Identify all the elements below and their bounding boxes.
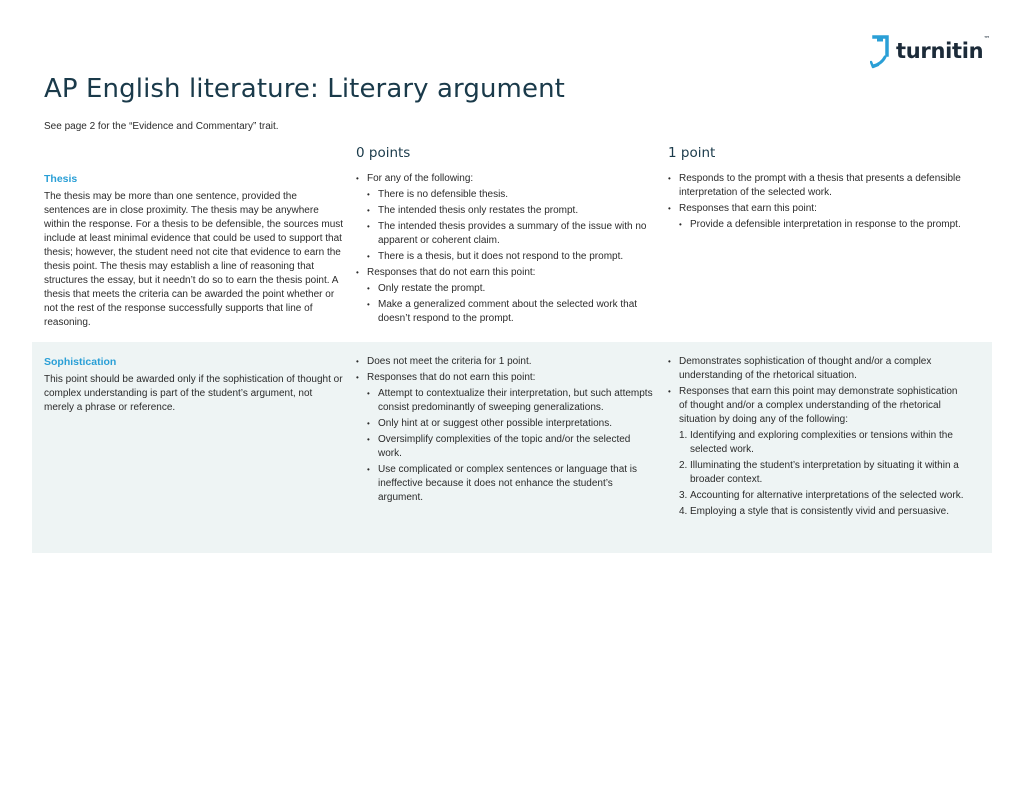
criterion-cell bbox=[44, 172, 344, 330]
list-item: • Make a generalized comment about the selected work that doesn’t respond to the prompt. bbox=[367, 298, 654, 326]
criterion-description: The thesis may be more than one sentence, provided the sentences are in close proximity. The thesis may be anywhere within the response. For a thesis to be defensible, the sources must include at least minimal evidence that could be used to support that thesis; however, the student need not cite that evidence to earn the thesis point. The thesis may establish a line of reasoning that structures the essay, but it needn’t do so to earn the thesis point. A thesis that meets the criteria can be awarded the point whether or not the rest of the response successfully supports that line of reasoning. bbox=[44, 191, 344, 328]
list-item: • Responses that earn this point: • Provide a defensible interpretation in response to the prompt. bbox=[668, 202, 966, 232]
page-note: See page 2 for the “Evidence and Commentary” trait. bbox=[44, 121, 279, 132]
zero-points-cell bbox=[356, 355, 654, 507]
list-item: • Responses that earn this point may demonstrate sophistication of thought and/or a complex understanding of the rhetorical situation by doing any of the following: 1. Identifying and exploring complexities or tensions within the selected work. 2. Illuminating the student’s interpretation by situating it within a broader context. 3. Accounting for alternative interpretations of the selected work. 4. Employing a style that is consistently vivid and persuasive. bbox=[668, 385, 966, 519]
list-item: • The intended thesis only restates the prompt. bbox=[367, 204, 654, 218]
list-item: • Demonstrates sophistication of thought and/or a complex understanding of the rhetorical situation. bbox=[668, 355, 966, 383]
numbered-item: 2. Illuminating the student’s interpretation by situating it within a broader context. bbox=[679, 460, 959, 485]
list-item: • Attempt to contextualize their interpretation, but such attempts consist predominantly of sweeping generalizations. bbox=[367, 387, 654, 415]
numbered-item: 1. Identifying and exploring complexities or tensions within the selected work. bbox=[679, 430, 953, 455]
list-item: • Only hint at or suggest other possible interpretations. bbox=[367, 417, 654, 431]
turnitin-logo-icon bbox=[870, 34, 892, 70]
list-item: • Use complicated or complex sentences or language that is ineffective because it does not enhance the student’s argument. bbox=[367, 463, 654, 505]
turnitin-logo bbox=[870, 34, 990, 70]
list-item: • Responses that do not earn this point: • Attempt to contextualize their interpretation, but such attempts consist predominantly of sweeping generalizations. • Only hint at or suggest other possible interpretations. • Oversimplify complexities of the topic and/or the selected work. • Use complicated or complex sentences or language that is ineffective because it does not enhance the student’s argument. bbox=[356, 371, 654, 505]
numbered-item: 3. Accounting for alternative interpretations of the selected work. bbox=[679, 490, 964, 501]
logo-text: turnitin bbox=[896, 39, 984, 63]
list-item: • Only restate the prompt. bbox=[367, 282, 654, 296]
list-item: • Responses that do not earn this point: • Only restate the prompt. • Make a generalized comment about the selected work that doesn’t respond to the prompt. bbox=[356, 266, 654, 326]
list-item: • There is no defensible thesis. bbox=[367, 188, 654, 202]
list-item: • There is a thesis, but it does not respond to the prompt. bbox=[367, 250, 654, 264]
list-item: • Responds to the prompt with a thesis that presents a defensible interpretation of the selected work. bbox=[668, 172, 966, 200]
list-item: • Oversimplify complexities of the topic and/or the selected work. bbox=[367, 433, 654, 461]
column-header-1-point: 1 point bbox=[668, 145, 716, 161]
one-point-cell bbox=[668, 355, 966, 521]
column-header-0-points: 0 points bbox=[356, 145, 411, 161]
criterion-description: This point should be awarded only if the sophistication of thought or complex understanding is part of the student’s argument, not merely a phrase or reference. bbox=[44, 374, 343, 413]
numbered-item: 4. Employing a style that is consistently vivid and persuasive. bbox=[679, 506, 950, 517]
criterion-name: Sophistication bbox=[44, 356, 117, 368]
rubric-row-sophistication bbox=[32, 342, 992, 553]
list-item: • For any of the following: • There is no defensible thesis. • The intended thesis only restates the prompt. • The intended thesis provides a summary of the issue with no apparent or coherent claim. • There is a thesis, but it does not respond to the prompt. bbox=[356, 172, 654, 264]
list-item: • Provide a defensible interpretation in response to the prompt. bbox=[679, 218, 966, 232]
logo-trademark: ™ bbox=[983, 35, 990, 43]
turnitin-wordmark bbox=[896, 35, 990, 63]
rubric-row-thesis bbox=[32, 172, 992, 338]
criterion-cell bbox=[44, 355, 344, 415]
list-item: • Does not meet the criteria for 1 point. bbox=[356, 355, 654, 369]
zero-points-cell bbox=[356, 172, 654, 328]
one-point-cell bbox=[668, 172, 966, 234]
page-title: AP English literature: Literary argument bbox=[44, 74, 565, 104]
list-item: • The intended thesis provides a summary of the issue with no apparent or coherent claim. bbox=[367, 220, 654, 248]
criterion-name: Thesis bbox=[44, 173, 78, 185]
